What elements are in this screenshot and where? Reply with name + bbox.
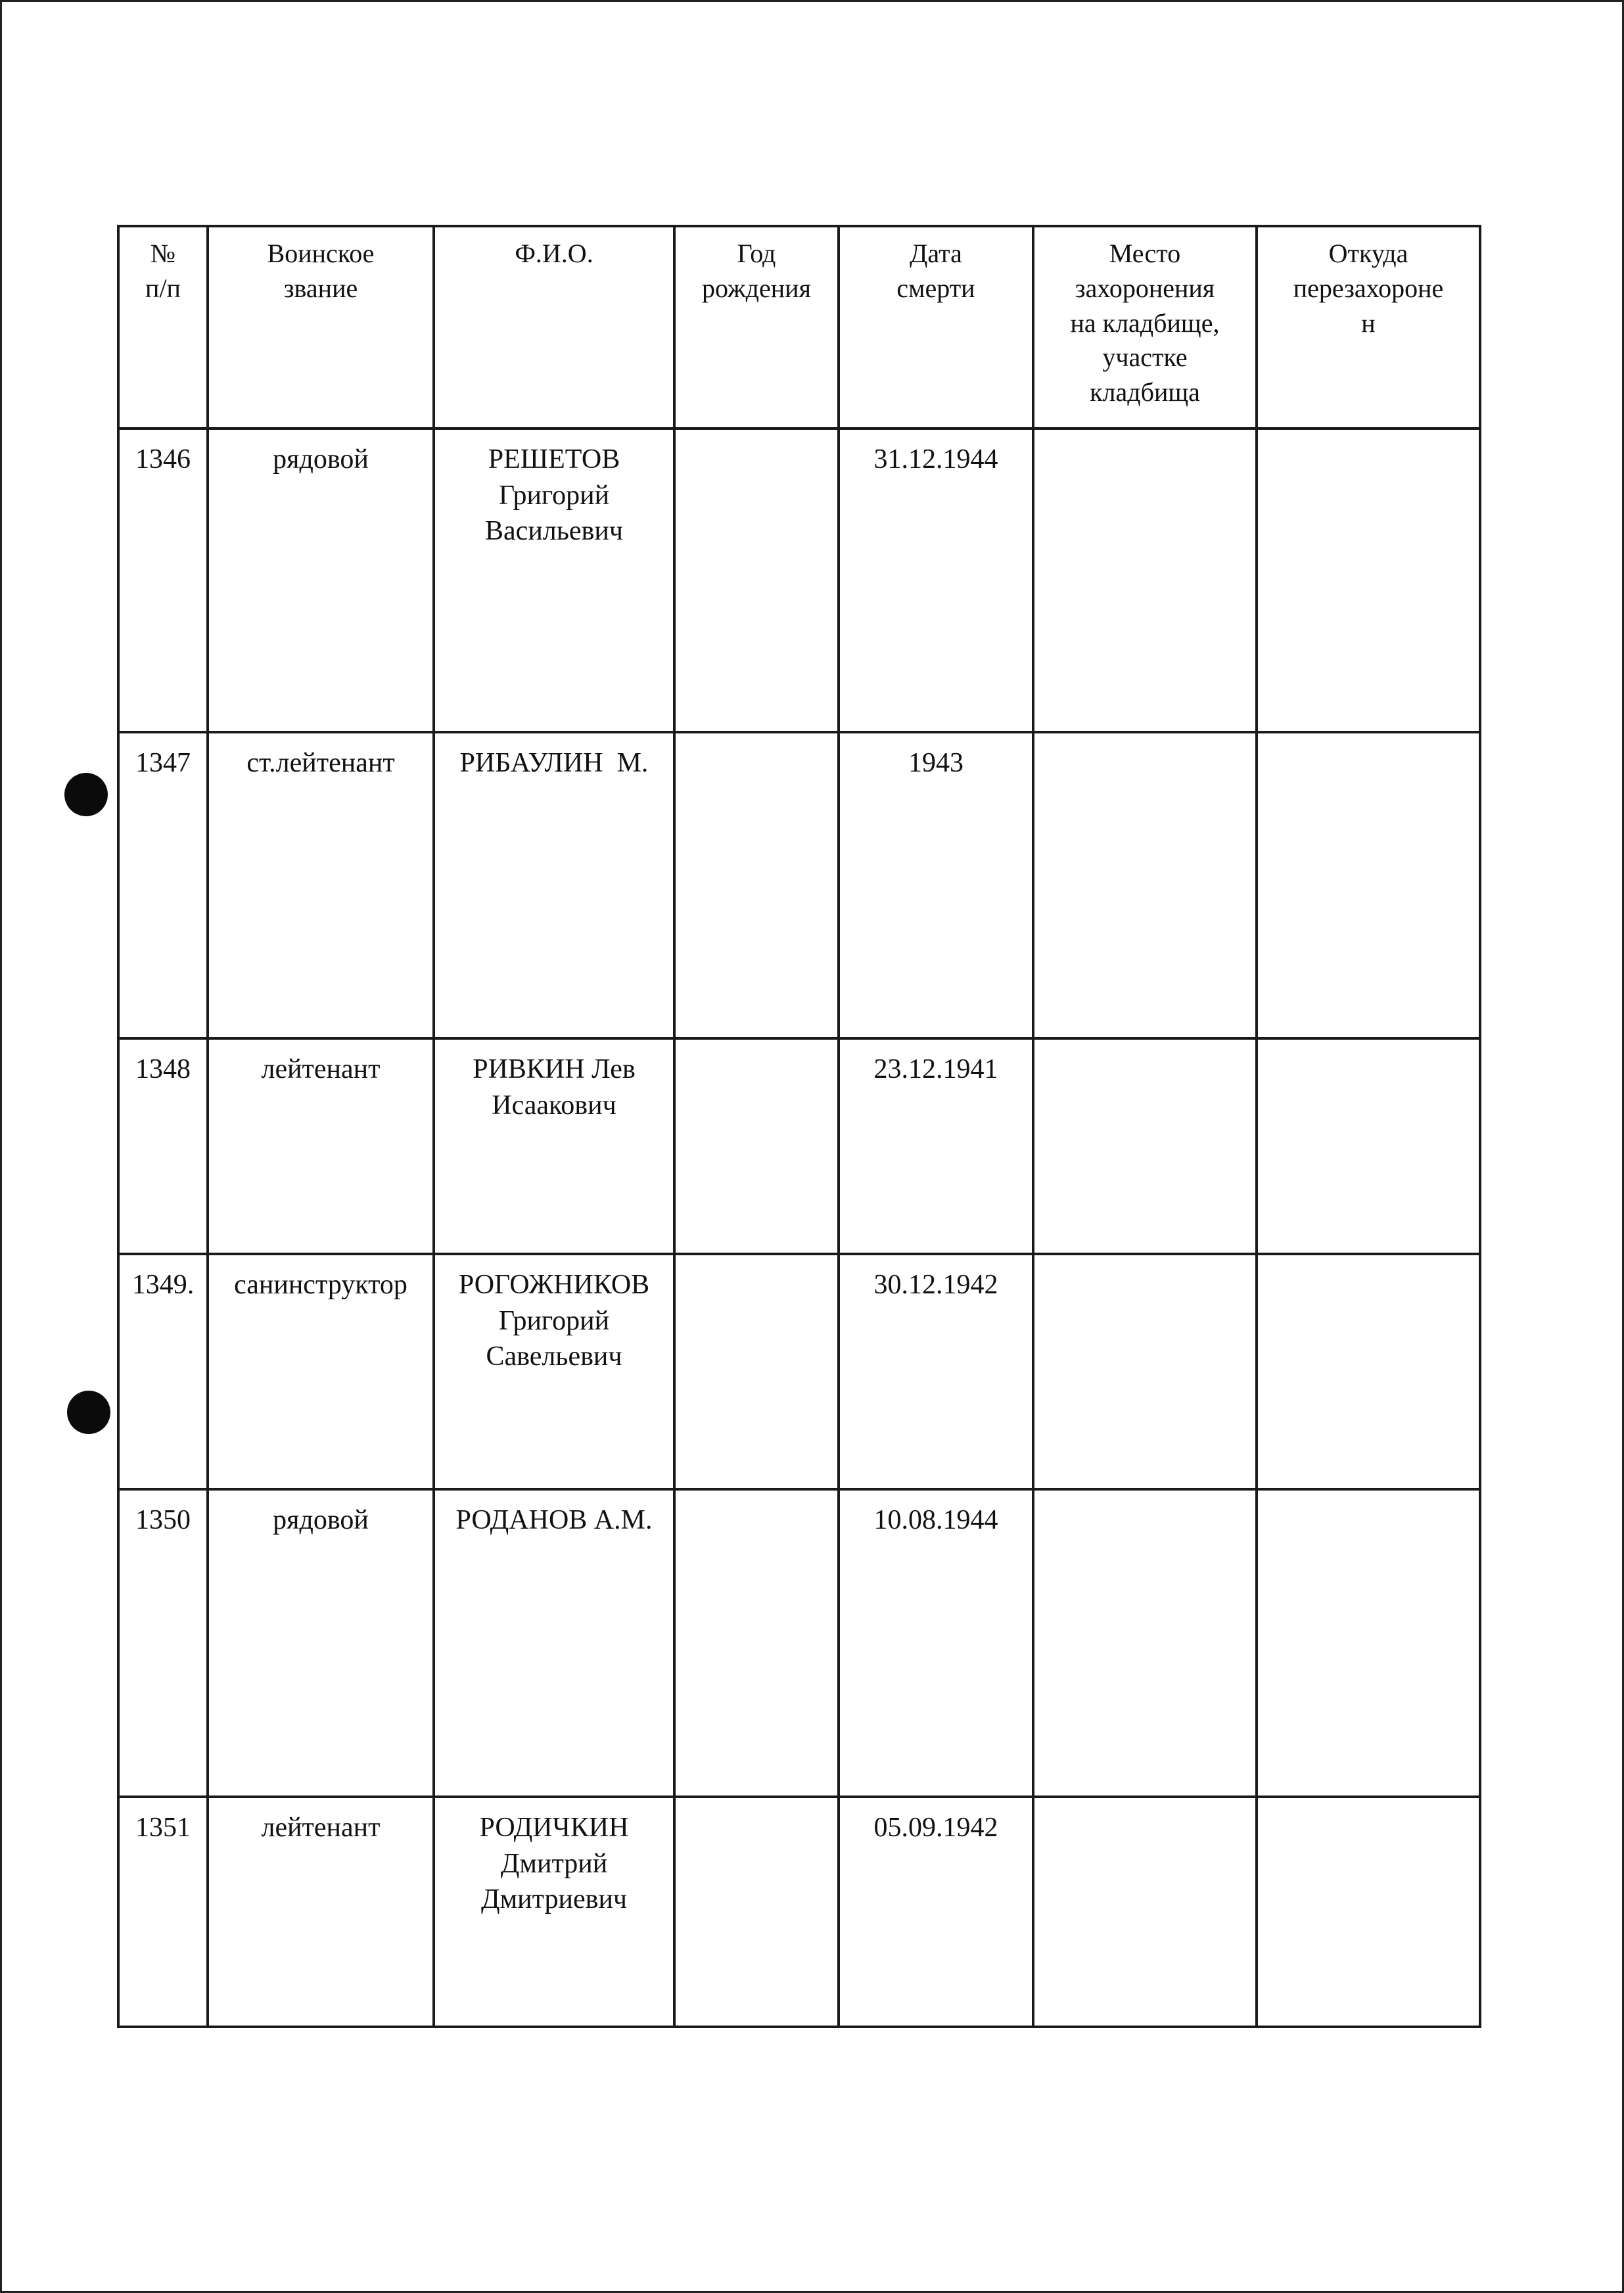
cell-reburied-from: [1257, 732, 1480, 1038]
table-row: [118, 1489, 1480, 1797]
cell-reburied-from: [1257, 1038, 1480, 1254]
cell-rank: рядовой: [208, 1489, 434, 1797]
header-birth-year: Год рождения: [674, 226, 839, 428]
cell-name: РОДИЧКИН Дмитрий Дмитриевич: [434, 1797, 674, 2027]
table-row: [118, 732, 1480, 1038]
header-death-date: Дата смерти: [839, 226, 1033, 428]
cell-rank: рядовой: [208, 428, 434, 732]
cell-reburied-from: [1257, 1797, 1480, 2027]
table-row: [118, 1797, 1480, 2027]
cell-name: РОГОЖНИКОВ Григорий Савельевич: [434, 1254, 674, 1489]
cell-num: 1350: [118, 1489, 208, 1797]
header-rank: Воинское звание: [208, 226, 434, 428]
header-reburied-from: Откуда перезахороне н: [1257, 226, 1480, 428]
cell-rank: ст.лейтенант: [208, 732, 434, 1038]
cell-name: РОДАНОВ А.М.: [434, 1489, 674, 1797]
cell-birth-year: [674, 1254, 839, 1489]
cell-rank: лейтенант: [208, 1038, 434, 1254]
cell-reburied-from: [1257, 1254, 1480, 1489]
cell-burial-place: [1033, 428, 1257, 732]
cell-death-date: 23.12.1941: [839, 1038, 1033, 1254]
cell-burial-place: [1033, 1038, 1257, 1254]
cell-rank: лейтенант: [208, 1797, 434, 2027]
cell-death-date: 30.12.1942: [839, 1254, 1033, 1489]
cell-death-date: 31.12.1944: [839, 428, 1033, 732]
cell-num: 1349.: [118, 1254, 208, 1489]
cell-burial-place: [1033, 732, 1257, 1038]
cell-death-date: 1943: [839, 732, 1033, 1038]
cell-burial-place: [1033, 1254, 1257, 1489]
cell-death-date: 05.09.1942: [839, 1797, 1033, 2027]
table-row: [118, 1254, 1480, 1489]
cell-birth-year: [674, 732, 839, 1038]
burial-register-table: [117, 225, 1481, 2028]
table-header-row: [118, 226, 1480, 428]
cell-birth-year: [674, 1489, 839, 1797]
header-num: № п/п: [118, 226, 208, 428]
cell-reburied-from: [1257, 1489, 1480, 1797]
cell-name: РЕШЕТОВ Григорий Васильевич: [434, 428, 674, 732]
cell-name: РИБАУЛИН М.: [434, 732, 674, 1038]
cell-birth-year: [674, 428, 839, 732]
table-row: [118, 428, 1480, 732]
cell-birth-year: [674, 1797, 839, 2027]
cell-burial-place: [1033, 1489, 1257, 1797]
cell-num: 1351: [118, 1797, 208, 2027]
cell-birth-year: [674, 1038, 839, 1254]
cell-burial-place: [1033, 1797, 1257, 2027]
cell-rank: санинструктор: [208, 1254, 434, 1489]
punch-hole-top: [64, 773, 108, 816]
header-name: Ф.И.О.: [434, 226, 674, 428]
cell-num: 1347: [118, 732, 208, 1038]
cell-num: 1348: [118, 1038, 208, 1254]
table-row: [118, 1038, 1480, 1254]
cell-num: 1346: [118, 428, 208, 732]
punch-hole-bottom: [67, 1391, 110, 1434]
cell-death-date: 10.08.1944: [839, 1489, 1033, 1797]
cell-reburied-from: [1257, 428, 1480, 732]
header-burial-place: Место захоронения на кладбище, участке кладбища: [1033, 226, 1257, 428]
cell-name: РИВКИН Лев Исаакович: [434, 1038, 674, 1254]
